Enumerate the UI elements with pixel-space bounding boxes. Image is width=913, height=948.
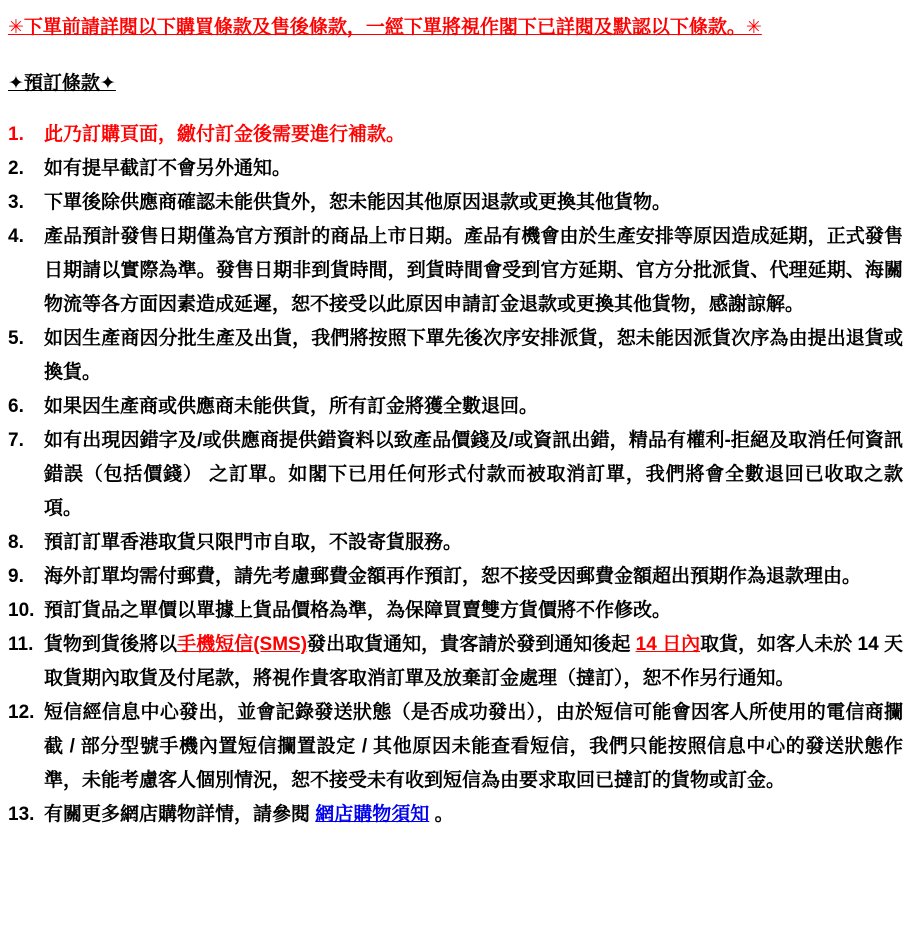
term-text xyxy=(44,696,903,798)
term-number: 2. xyxy=(8,158,24,179)
term-text xyxy=(44,322,903,390)
term-text-segment: 取貨，如客人未於 14 天取貨期內取貨及付尾款，將視作貴客取消訂單及放棄訂金處理（撻訂），恕不作另行通知。 xyxy=(44,634,903,689)
highlighted-warning-text: 手機短信(SMS) xyxy=(177,634,308,655)
term-number: 3. xyxy=(8,192,24,213)
term-number: 11. xyxy=(8,634,34,655)
term-text xyxy=(44,220,903,322)
term-number: 1. xyxy=(8,124,24,145)
term-number: 5. xyxy=(8,328,24,349)
term-number: 9. xyxy=(8,566,24,587)
section-header-preorder-terms: ✦預訂條款✦ xyxy=(8,73,116,94)
term-text-segment: 發出取貨通知，貴客請於發到通知後起 xyxy=(307,634,636,655)
term-text-segment: 預訂訂單香港取貨只限門市自取，不設寄貨服務。 xyxy=(44,532,463,553)
term-number: 7. xyxy=(8,430,24,451)
term-item xyxy=(8,560,903,594)
term-text-segment: 短信經信息中心發出，並會記錄發送狀態（是否成功發出），由於短信可能會因客人所使用的電信商攔截 / 部分型號手機內置短信攔置設定 / 其他原因未能查看短信，我們只能按照信息中心的發送狀態作準，未能考慮客人個別情況，恕不接受未有收到短信為由要求取回已撻訂的貨物或訂金。 xyxy=(44,702,903,791)
term-text xyxy=(44,186,903,220)
term-text-segment: 如果因生產商或供應商未能供貨，所有訂金將獲全數退回。 xyxy=(44,396,539,417)
term-item xyxy=(8,390,903,424)
term-text-segment: 如有提早截訂不會另外通知。 xyxy=(44,158,292,179)
term-item xyxy=(8,152,903,186)
highlighted-warning-text: 14 日內 xyxy=(635,634,701,655)
term-item xyxy=(8,186,903,220)
shop-guide-link[interactable]: 網店購物須知 xyxy=(315,804,430,825)
term-text xyxy=(44,798,903,832)
terms-list xyxy=(8,118,903,832)
term-item xyxy=(8,220,903,322)
term-item xyxy=(8,628,903,696)
term-item xyxy=(8,526,903,560)
term-item xyxy=(8,798,903,832)
term-text-segment: 產品預計發售日期僅為官方預計的商品上市日期。產品有機會由於生產安排等原因造成延期，正式發售日期請以實際為準。發售日期非到貨時間，到貨時間會受到官方延期、官方分批派貨、代理延期、海關物流等各方面因素造成延遲，恕不接受以此原因申請訂金退款或更換其他貨物，感謝諒解。 xyxy=(44,226,903,315)
term-text-segment: 有關更多網店購物詳情，請參閱 xyxy=(44,804,316,825)
term-number: 4. xyxy=(8,226,24,247)
term-text-segment: 此乃訂購頁面，繳付訂金後需要進行補款。 xyxy=(44,124,406,145)
term-text-segment: 如有出現因錯字及/或供應商提供錯資料以致產品價錢及/或資訊出錯，精品有權利-拒絕及取消任何資訊錯誤（包括價錢） 之訂單。如閣下已用任何形式付款而被取消訂單，我們將會全數退回已收取之款項。 xyxy=(44,430,903,519)
term-number: 13. xyxy=(8,804,35,825)
term-text-segment: 貨物到貨後將以 xyxy=(44,634,178,655)
term-number: 8. xyxy=(8,532,24,553)
page-title: ✳下單前請詳閱以下購買條款及售後條款，一經下單將視作閣下已詳閱及默認以下條款。✳ xyxy=(8,17,762,38)
term-text-segment: 如因生產商因分批生產及出貨，我們將按照下單先後次序安排派貨，恕未能因派貨次序為由提出退貨或換貨。 xyxy=(44,328,903,383)
term-text xyxy=(44,526,903,560)
term-text xyxy=(44,560,903,594)
term-number: 10. xyxy=(8,600,35,621)
term-text xyxy=(44,594,903,628)
term-item xyxy=(8,118,903,152)
term-text-segment: 海外訂單均需付郵費，請先考慮郵費金額再作預訂，恕不接受因郵費金額超出預期作為退款理由。 xyxy=(44,566,862,587)
term-number: 6. xyxy=(8,396,24,417)
term-item xyxy=(8,594,903,628)
term-text xyxy=(44,628,903,696)
term-text xyxy=(44,390,903,424)
term-text-segment: 預訂貨品之單價以單據上貨品價格為準，為保障買賣雙方貨價將不作修改。 xyxy=(44,600,672,621)
term-text xyxy=(44,152,903,186)
term-text-segment: 下單後除供應商確認未能供貨外，恕未能因其他原因退款或更換其他貨物。 xyxy=(44,192,672,213)
term-text-segment: 。 xyxy=(429,804,454,825)
term-number: 12. xyxy=(8,702,35,723)
term-item xyxy=(8,424,903,526)
term-item xyxy=(8,322,903,390)
term-item xyxy=(8,696,903,798)
term-text xyxy=(44,424,903,526)
term-text xyxy=(44,118,903,152)
